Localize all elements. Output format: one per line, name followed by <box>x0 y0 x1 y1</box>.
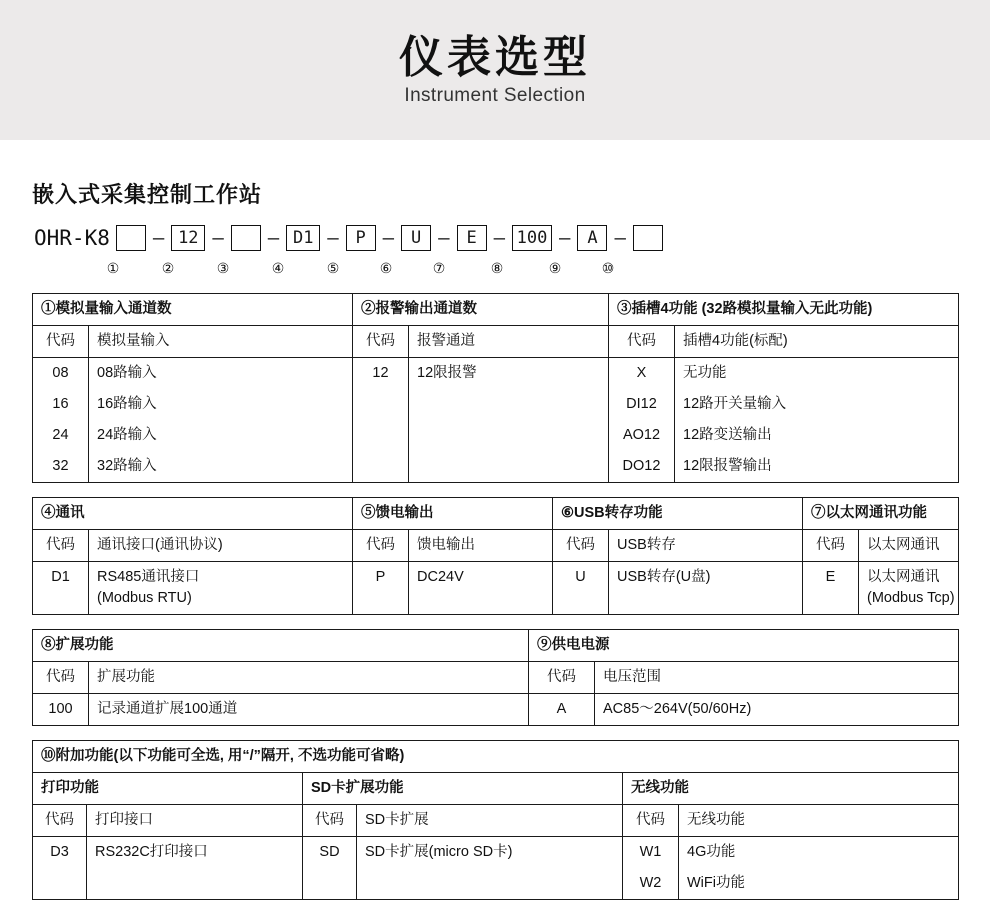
t2-c1-desc <box>89 562 353 615</box>
t2-sub-code-1: 代码 <box>33 530 89 562</box>
t2-sub-code-4: 代码 <box>803 530 859 562</box>
table-row <box>33 326 959 358</box>
table-row <box>33 837 959 869</box>
t1-c2-desc-0: 12限报警 <box>409 358 609 483</box>
model-dash-3: — <box>267 227 280 249</box>
t2-c1-desc-line1: RS485通讯接口 <box>97 569 200 586</box>
t1-sub-code-3: 代码 <box>609 326 675 358</box>
t1-sub-desc-3: 插槽4功能(标配) <box>675 326 959 358</box>
model-index-10: ⑩ <box>601 259 615 276</box>
model-index-5: ⑤ <box>326 259 340 276</box>
t3-c2-desc: AC85～264V(50/60Hz) <box>595 694 959 726</box>
t1-sub-code-2: 代码 <box>353 326 409 358</box>
model-box-8[interactable]: 100 <box>512 225 552 251</box>
page-header <box>0 0 990 140</box>
t2-header-3: ⑥USB转存功能 <box>553 498 803 530</box>
t4-group-1: 打印功能 <box>33 773 303 805</box>
t1-c3-desc-1: 12路开关量输入 <box>675 389 959 420</box>
t1-header-3: ③插槽4功能 (32路模拟量输入无此功能) <box>609 294 959 326</box>
t1-c3-code-1: DI12 <box>609 389 675 420</box>
table-row <box>33 630 959 662</box>
t4-sub-desc-1: 打印接口 <box>87 805 303 837</box>
table-row <box>33 694 959 726</box>
spec-table-2 <box>32 497 959 615</box>
t1-sub-desc-1: 模拟量输入 <box>89 326 353 358</box>
t1-header-2: ②报警输出通道数 <box>353 294 609 326</box>
t4-c3-desc-0: 4G功能 <box>679 837 959 869</box>
page-body <box>0 140 990 900</box>
t4-sub-code-1: 代码 <box>33 805 87 837</box>
spec-table-1 <box>32 293 959 483</box>
t4-sub-code-2: 代码 <box>303 805 357 837</box>
t1-c1-code-1: 16 <box>33 389 89 420</box>
t2-sub-desc-3: USB转存 <box>609 530 803 562</box>
table-row <box>33 294 959 326</box>
model-box-4[interactable]: D1 <box>286 225 320 251</box>
t4-c3-desc-1: WiFi功能 <box>679 868 959 900</box>
page-title-en: Instrument Selection <box>404 85 586 107</box>
model-index-9: ⑨ <box>548 259 562 276</box>
t4-c2-desc-0: SD卡扩展(micro SD卡) <box>357 837 623 900</box>
t3-header-1: ⑧扩展功能 <box>33 630 529 662</box>
table-row <box>33 498 959 530</box>
t3-c2-code: A <box>529 694 595 726</box>
t1-c1-code-2: 24 <box>33 420 89 451</box>
t2-c1-code: D1 <box>33 562 89 615</box>
t2-c4-desc-line2: (Modbus Tcp) <box>867 590 955 607</box>
model-index-6: ⑥ <box>379 259 393 276</box>
t2-header-1: ④通讯 <box>33 498 353 530</box>
model-index-2: ② <box>161 259 175 276</box>
t1-c1-code-0: 08 <box>33 358 89 390</box>
t3-c1-desc: 记录通道扩展100通道 <box>89 694 529 726</box>
t1-c2-code-0: 12 <box>353 358 409 483</box>
t3-c1-code: 100 <box>33 694 89 726</box>
table-row <box>33 530 959 562</box>
model-index-1: ① <box>106 259 120 276</box>
t4-sub-desc-3: 无线功能 <box>679 805 959 837</box>
t1-c3-desc-3: 12限报警输出 <box>675 451 959 483</box>
model-dash-6: — <box>438 227 450 249</box>
t4-group-3: 无线功能 <box>623 773 959 805</box>
t1-c1-desc-3: 32路输入 <box>89 451 353 483</box>
spec-table-4 <box>32 740 959 900</box>
model-dash-5: — <box>382 227 395 249</box>
t4-sub-desc-2: SD卡扩展 <box>357 805 623 837</box>
t1-header-1: ①模拟量输入通道数 <box>33 294 353 326</box>
section-title: 嵌入式采集控制工作站 <box>32 182 263 207</box>
t3-sub-desc-2: 电压范围 <box>595 662 959 694</box>
model-box-6[interactable]: U <box>401 225 431 251</box>
model-dash-4: — <box>327 227 339 249</box>
t2-c4-code: E <box>803 562 859 615</box>
t4-header: ⑩附加功能(以下功能可全选, 用“/”隔开, 不选功能可省略) <box>33 741 959 773</box>
model-index-row <box>34 257 958 279</box>
model-box-10[interactable] <box>633 225 663 251</box>
t4-c2-code-0: SD <box>303 837 357 900</box>
t2-c2-desc: DC24V <box>409 562 553 615</box>
t1-c3-desc-2: 12路变送输出 <box>675 420 959 451</box>
t1-c3-code-3: DO12 <box>609 451 675 483</box>
t2-header-4: ⑦以太网通讯功能 <box>803 498 959 530</box>
t2-c3-desc: USB转存(U盘) <box>609 562 803 615</box>
model-code-row <box>34 223 958 253</box>
model-box-2[interactable]: 12 <box>171 225 205 251</box>
page-title-cn: 仪表选型 <box>399 32 591 82</box>
model-box-9[interactable]: A <box>577 225 607 251</box>
t2-c3-code: U <box>553 562 609 615</box>
model-index-8: ⑧ <box>490 259 504 276</box>
t1-c1-desc-1: 16路输入 <box>89 389 353 420</box>
table-row <box>33 662 959 694</box>
t1-c3-desc-0: 无功能 <box>675 358 959 390</box>
model-dash-9: — <box>614 227 626 249</box>
t1-sub-desc-2: 报警通道 <box>409 326 609 358</box>
table-row <box>33 741 959 773</box>
t4-c3-code-0: W1 <box>623 837 679 869</box>
model-index-4: ④ <box>271 259 285 276</box>
t2-c2-code: P <box>353 562 409 615</box>
model-box-7[interactable]: E <box>457 225 487 251</box>
t1-c3-code-0: X <box>609 358 675 390</box>
spec-table-3 <box>32 629 959 726</box>
t4-group-2: SD卡扩展功能 <box>303 773 623 805</box>
model-box-1[interactable] <box>116 225 146 251</box>
t2-header-2: ⑤馈电输出 <box>353 498 553 530</box>
model-index-3: ③ <box>216 259 230 276</box>
table-row <box>33 358 959 390</box>
t4-c3-code-1: W2 <box>623 868 679 900</box>
t1-c1-code-3: 32 <box>33 451 89 483</box>
t3-sub-code-2: 代码 <box>529 662 595 694</box>
table-row <box>33 805 959 837</box>
t2-sub-desc-4: 以太网通讯 <box>859 530 959 562</box>
t2-sub-desc-2: 馈电输出 <box>409 530 553 562</box>
t1-c3-code-2: AO12 <box>609 420 675 451</box>
t1-c1-desc-0: 08路输入 <box>89 358 353 390</box>
t2-sub-code-3: 代码 <box>553 530 609 562</box>
model-dash-7: — <box>493 227 506 249</box>
model-index-7: ⑦ <box>432 259 446 276</box>
t2-c4-desc-line1: 以太网通讯 <box>867 569 940 586</box>
table-row <box>33 562 959 615</box>
table-row <box>33 773 959 805</box>
model-dash-1: — <box>152 227 165 249</box>
t3-sub-desc-1: 扩展功能 <box>89 662 529 694</box>
model-dash-8: — <box>559 227 571 249</box>
t1-sub-code-1: 代码 <box>33 326 89 358</box>
t2-c1-desc-line2: (Modbus RTU) <box>97 590 192 607</box>
t2-c4-desc <box>859 562 959 615</box>
t4-c1-code-0: D3 <box>33 837 87 900</box>
t2-sub-desc-1: 通讯接口(通讯协议) <box>89 530 353 562</box>
t3-sub-code-1: 代码 <box>33 662 89 694</box>
model-prefix: OHR-K8 <box>34 226 110 250</box>
t3-header-2: ⑨供电电源 <box>529 630 959 662</box>
model-dash-2: — <box>212 227 224 249</box>
model-box-5[interactable]: P <box>346 225 376 251</box>
t4-c1-desc-0: RS232C打印接口 <box>87 837 303 900</box>
t4-sub-code-3: 代码 <box>623 805 679 837</box>
model-box-3[interactable] <box>231 225 261 251</box>
t1-c1-desc-2: 24路输入 <box>89 420 353 451</box>
t2-sub-code-2: 代码 <box>353 530 409 562</box>
